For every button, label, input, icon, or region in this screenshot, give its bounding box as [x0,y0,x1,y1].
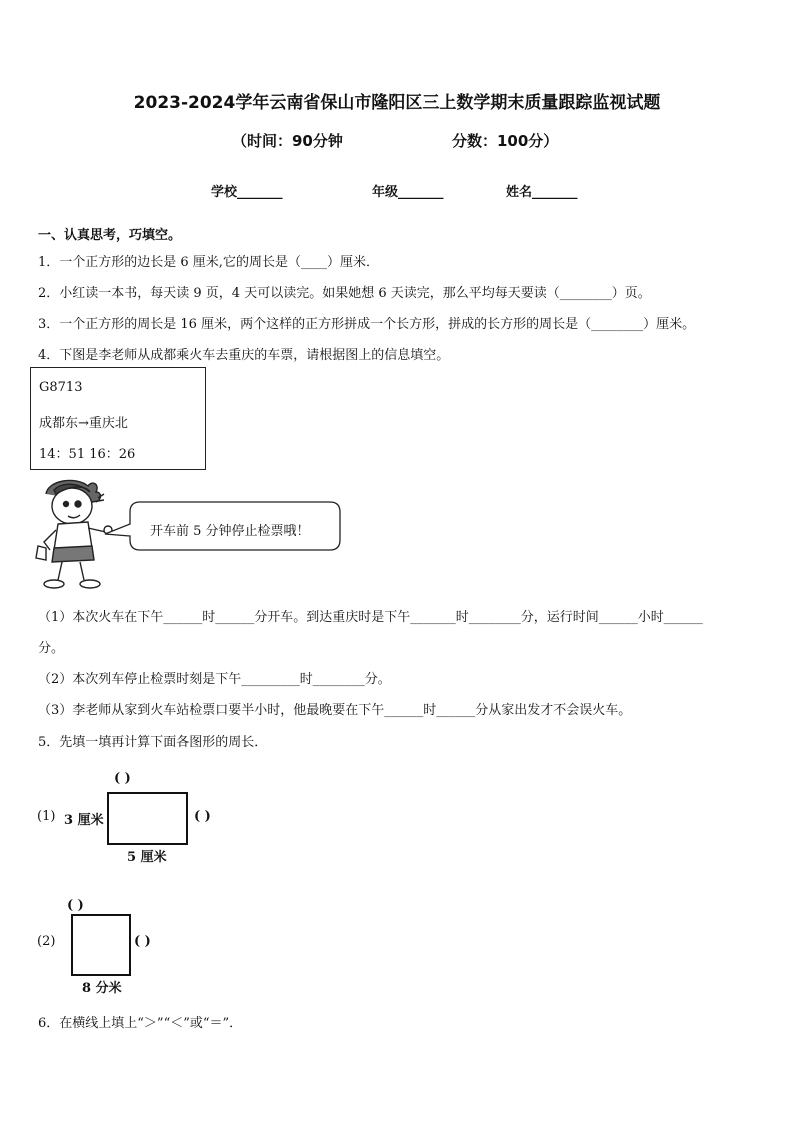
grade-field: 年级_______ [372,185,444,200]
page-title: 2023-2024学年云南省保山市隆阳区三上数学期末质量跟踪监视试题 [133,93,661,113]
question-2: 2．小红读一本书，每天读 9 页，4 天可以读完。如果她想 6 天读完，那么平均每天要读（________）页。 [38,286,651,301]
question-6: 6．在横线上填上“＞”“＜”或“＝”． [38,1016,243,1031]
question-4-3: （3）李老师从家到火车站检票口要半小时，他最晚要在下午______时______分从家出发才不会误火车。 [38,703,632,718]
figure-2-top-blank: ( ) [67,898,84,913]
figure-1-right-blank: ( ) [194,809,211,824]
figure-2-right-blank: ( ) [134,934,151,949]
figure-1-bottom-label: 5 厘米 [127,850,167,865]
speech-text: 开车前 5 分钟停止检票哦！ [150,524,310,539]
train-ticket [30,367,206,470]
exam-time: （时间：90分钟 [232,132,343,150]
name-field: 姓名_______ [506,185,578,200]
ticket-train-number: G8713 [39,380,83,395]
figure-1-rectangle [107,792,188,845]
school-field: 学校_______ [211,185,283,200]
question-4-1: （1）本次火车在下午______时______分开车。到达重庆时是下午_______时________分，运行时间______小时______ [38,610,703,625]
figure-2-label: (2) [37,934,56,949]
figure-2-bottom-label: 8 分米 [82,981,122,996]
figure-2-square [71,914,131,976]
figure-1-left-label: 3 厘米 [64,813,104,828]
figure-1-label: (1) [37,809,56,824]
section-heading: 一、认真思考，巧填空。 [38,228,182,243]
figure-1-top-blank: ( ) [114,771,131,786]
question-4-1-continued: 分。 [38,641,65,656]
question-1: 1．一个正方形的边长是 6 厘米,它的周长是（____）厘米． [38,255,379,270]
exam-score: 分数：100分） [452,132,559,150]
question-5: 5．先填一填再计算下面各图形的周长． [38,735,268,750]
question-3: 3．一个正方形的周长是 16 厘米，两个这样的正方形拼成一个长方形，拼成的长方形的周长是（________）厘米。 [38,317,696,332]
ticket-times: 14：51 16：26 [39,447,136,462]
question-4: 4．下图是李老师从成都乘火车去重庆的车票，请根据图上的信息填空。 [38,348,450,363]
question-4-2: （2）本次列车停止检票时刻是下午_________时________分。 [38,672,391,687]
ticket-route: 成都东→重庆北 [39,416,128,431]
